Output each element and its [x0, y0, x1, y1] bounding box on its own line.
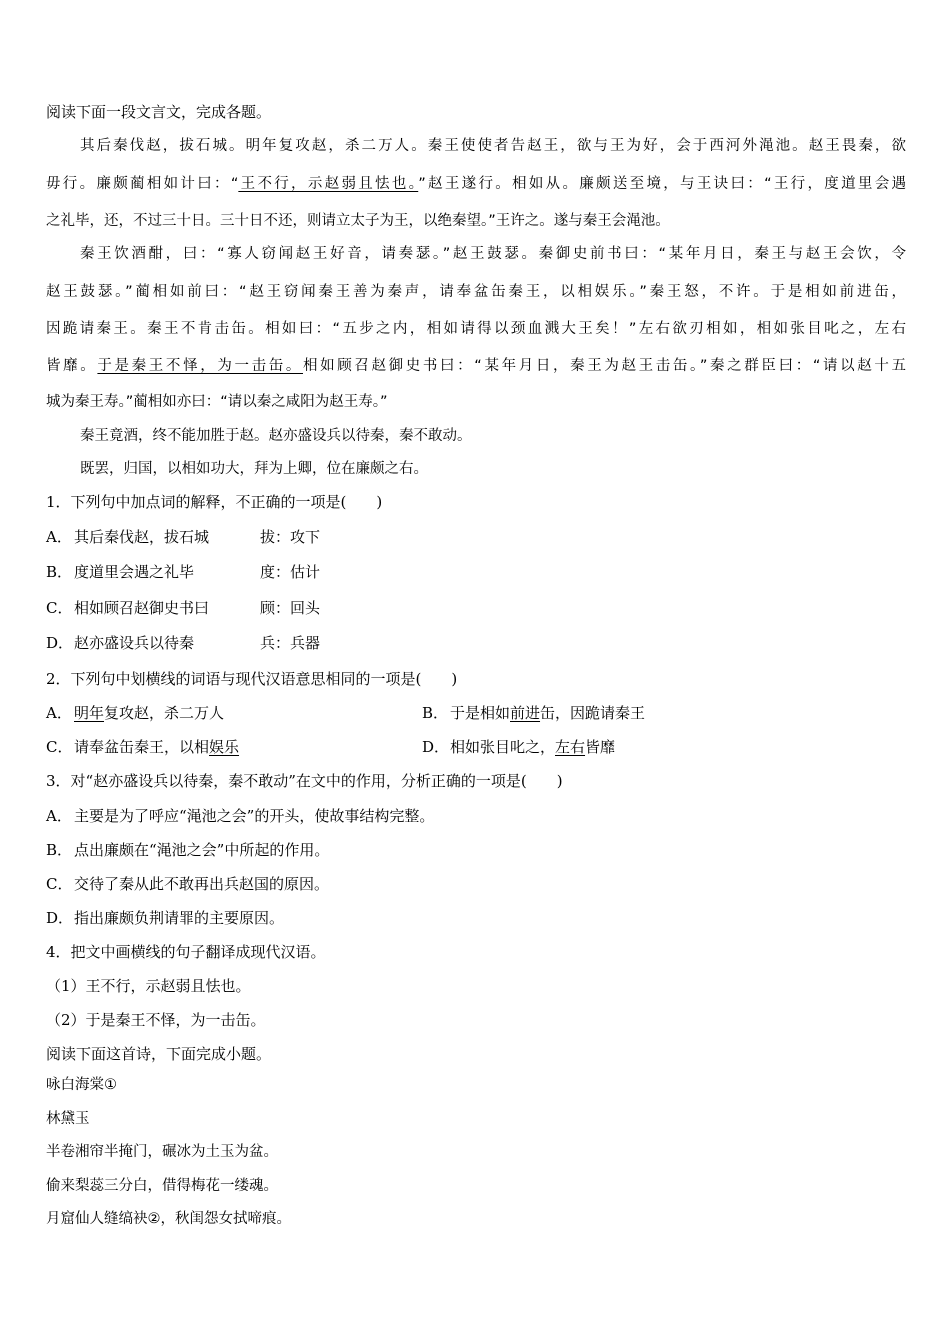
passage-p1-line3: 之礼毕，还，不过三十日。三十日不还，则请立太子为王，以绝秦望。”王许之。遂与秦王会渑池。 — [46, 213, 670, 229]
option-gloss: 度：估计 — [260, 563, 321, 581]
option-d — [422, 737, 615, 757]
underlined-word: 娱乐 — [209, 738, 240, 756]
passage-text: 相如顾召赵御史书曰：“某年月日，秦王为赵王击缶。”秦之群臣曰：“请以赵十五 — [302, 358, 906, 374]
poem-line-3: 月窟仙人缝缟袂②，秋闺怨女拭啼痕。 — [46, 1211, 291, 1227]
option-text: 度道里会遇之礼毕 — [74, 563, 195, 581]
poem-instruction: 阅读下面这首诗，下面完成小题。 — [46, 1045, 272, 1063]
option-label: A． — [46, 807, 72, 825]
question-4-item-1: （1）王不行，示赵弱且怯也。 — [46, 977, 251, 995]
option-text: 点出廉颇在“渑池之会”中所起的作用。 — [74, 841, 330, 859]
passage-p3: 秦王竟酒，终不能加胜于赵。赵亦盛设兵以待秦，秦不敢动。 — [80, 428, 472, 444]
option-a — [46, 704, 224, 722]
option-label: C． — [46, 599, 73, 617]
passage-p2-line5: 城为秦王寿。”蔺相如亦曰：“请以秦之咸阳为赵王寿。” — [46, 394, 388, 410]
passage-text: 皆靡。 — [46, 358, 98, 374]
option-label: D． — [46, 909, 74, 927]
option-text: 复攻赵，杀二万人 — [104, 704, 225, 722]
option-label: B． — [46, 841, 73, 859]
option-text: 交待了秦从此不敢再出兵赵国的原因。 — [74, 875, 330, 893]
option-c — [46, 738, 239, 756]
option-text: 相如顾召赵御史书曰 — [74, 599, 210, 617]
underlined-sentence-1: 王不行，示赵弱且怯也。 — [238, 176, 419, 192]
option-label: D． — [422, 738, 450, 756]
option-label: A． — [46, 704, 72, 722]
question-3-stem: 3．对“赵亦盛设兵以待秦，秦不敢动”在文中的作用，分析正确的一项是( ) — [46, 772, 563, 790]
option-gloss: 顾：回头 — [260, 599, 321, 617]
question-1-option-a — [46, 527, 906, 547]
underlined-sentence-2: 于是秦王不怿，为一击缶。 — [97, 358, 303, 374]
poem-line-1: 半卷湘帘半掩门，碾冰为土玉为盆。 — [46, 1144, 278, 1160]
question-1-option-b — [46, 562, 906, 582]
option-gloss: 拔：攻下 — [260, 528, 321, 546]
option-text: 皆靡 — [585, 738, 616, 756]
question-1-option-c — [46, 598, 906, 618]
question-3-option-b — [46, 840, 906, 860]
question-1-stem: 1．下列句中加点词的解释，不正确的一项是( ) — [46, 493, 383, 511]
underlined-word: 前进 — [510, 704, 541, 722]
option-label: C． — [46, 738, 73, 756]
option-text: 请奉盆缶秦王，以相 — [74, 738, 210, 756]
question-3-option-a — [46, 806, 906, 826]
passage-p1-line2 — [46, 174, 906, 194]
passage-p1-line1: 其后秦伐赵，拔石城。明年复攻赵，杀二万人。秦王使使者告赵王，欲与王为好，会于西河外渑池。赵王畏秦，欲 — [80, 138, 906, 154]
option-label: C． — [46, 875, 73, 893]
question-2-stem: 2．下列句中划横线的词语与现代汉语意思相同的一项是( ) — [46, 670, 458, 688]
option-label: B． — [46, 563, 73, 581]
option-b — [422, 703, 645, 723]
option-label: D． — [46, 634, 74, 652]
passage-p2-line4 — [46, 356, 906, 376]
option-gloss: 兵：兵器 — [260, 634, 321, 652]
passage-text: ”赵王遂行。相如从。廉颇送至境，与王诀曰：“王行，度道里会遇 — [418, 176, 906, 192]
question-3-option-c — [46, 874, 906, 894]
option-text: 赵亦盛设兵以待秦 — [74, 634, 195, 652]
option-text: 缶，因跪请秦王 — [540, 704, 646, 722]
option-text: 主要是为了呼应“渑池之会”的开头，使故事结构完整。 — [74, 807, 435, 825]
question-3-option-d — [46, 908, 906, 928]
poem-line-2: 偷来梨蕊三分白，借得梅花一缕魂。 — [46, 1178, 278, 1194]
option-text: 于是相如 — [450, 704, 511, 722]
option-text: 指出廉颇负荆请罪的主要原因。 — [74, 909, 285, 927]
option-text: 其后秦伐赵，拔石城 — [74, 528, 210, 546]
option-label: B． — [422, 704, 449, 722]
question-4-item-2: （2）于是秦王不怿，为一击缶。 — [46, 1011, 266, 1029]
poem-title: 咏白海棠① — [46, 1077, 117, 1093]
passage-p2-line3: 因跪请秦王。秦王不肯击缶。相如曰：“五步之内，相如请得以颈血溅大王矣！”左右欲刃相如，相如张目叱之，左右 — [46, 321, 906, 337]
question-4-stem: 4．把文中画横线的句子翻译成现代汉语。 — [46, 943, 326, 961]
underlined-word: 明年 — [74, 704, 105, 722]
option-label: A． — [46, 528, 72, 546]
question-2-row-ab — [46, 703, 906, 723]
option-text: 相如张目叱之， — [450, 738, 556, 756]
question-2-row-cd — [46, 737, 906, 757]
passage-p2-line2: 赵王鼓瑟。”蔺相如前曰：“赵王窃闻秦王善为秦声，请奉盆缶秦王，以相娱乐。”秦王怒，不许。于是相如前进缶， — [46, 284, 906, 300]
passage-p4: 既罢，归国，以相如功大，拜为上卿，位在廉颇之右。 — [80, 461, 428, 477]
question-1-option-d — [46, 633, 906, 653]
poem-author: 林黛玉 — [46, 1111, 90, 1127]
underlined-word: 左右 — [555, 738, 586, 756]
passage-p2-line1: 秦王饮酒酣，曰：“寡人窃闻赵王好音，请奏瑟。”赵王鼓瑟。秦御史前书曰：“某年月日，秦王与赵王会饮，令 — [80, 246, 906, 262]
reading-instruction: 阅读下面一段文言文，完成各题。 — [46, 103, 272, 121]
passage-text: 毋行。廉颇蔺相如计曰：“ — [46, 176, 239, 192]
